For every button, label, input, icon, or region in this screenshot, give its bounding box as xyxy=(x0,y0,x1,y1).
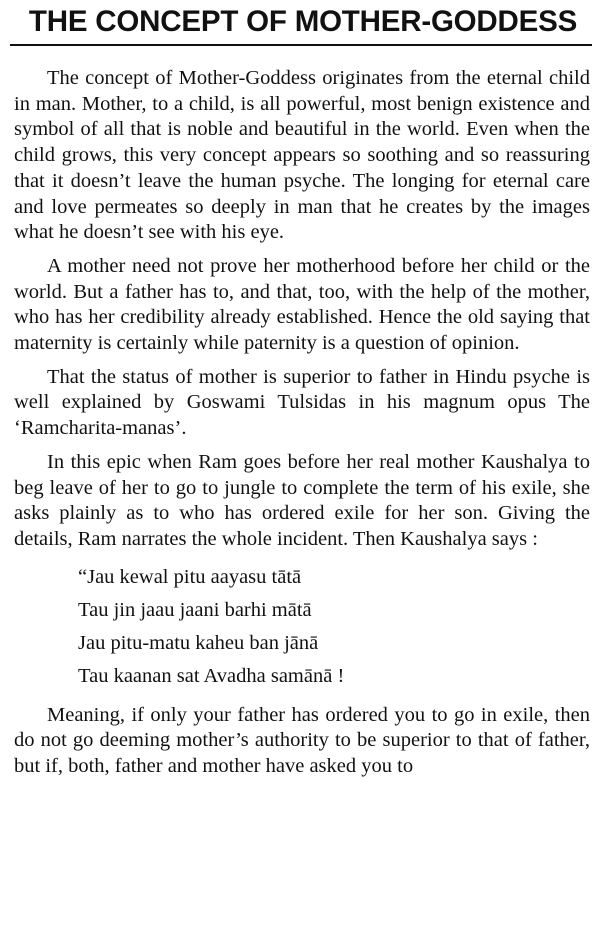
paragraph: That the status of mother is superior to father in Hindu psyche is well explained by Goswami Tulsidas in his magnum opus The ‘Ramcharita-manas’. xyxy=(14,365,590,440)
verse-line: “Jau kewal pitu aayasu tātā xyxy=(78,565,302,588)
verse-line: Jau pitu-matu kaheu ban jānā xyxy=(78,631,319,654)
paragraph: Meaning, if only your father has ordered you to go in exile, then do not go deeming mother’s authority to be superior to that of father, but if, both, father and mother have asked you to xyxy=(14,703,590,778)
title-underline xyxy=(10,44,592,46)
paragraph: The concept of Mother-Goddess originates from the eternal child in man. Mother, to a child, is all powerful, most benign existence and symbol of all that is noble and beautiful in the world. Even when the child grows, this very concept appears so soothing and so reassuring that it doesn’t leave the human psyche. The longing for eternal care and love permeates so deeply in man that he creates by the images what he doesn’t see with his eye. xyxy=(14,67,590,244)
paragraph: In this epic when Ram goes before her real mother Kaushalya to beg leave of her to go to jungle to complete the term of his exile, she asks plainly as to who has ordered exile for her son. Giving the details, Ram narrates the whole incident. Then Kaushalya says : xyxy=(14,450,590,550)
verse-line: Tau kaanan sat Avadha samānā ! xyxy=(78,664,345,687)
paragraph: A mother need not prove her motherhood before her child or the world. But a father has to, and that, too, with the help of the mother, who has her credibility already established. Hence the old saying that maternity is certainly while paternity is a question of opinion. xyxy=(14,254,590,355)
body-text xyxy=(14,66,590,788)
verse-block xyxy=(78,561,590,693)
verse-line: Tau jin jaau jaani barhi mātā xyxy=(78,598,312,621)
page-title: THE CONCEPT OF MOTHER-GODDESS xyxy=(28,5,578,38)
